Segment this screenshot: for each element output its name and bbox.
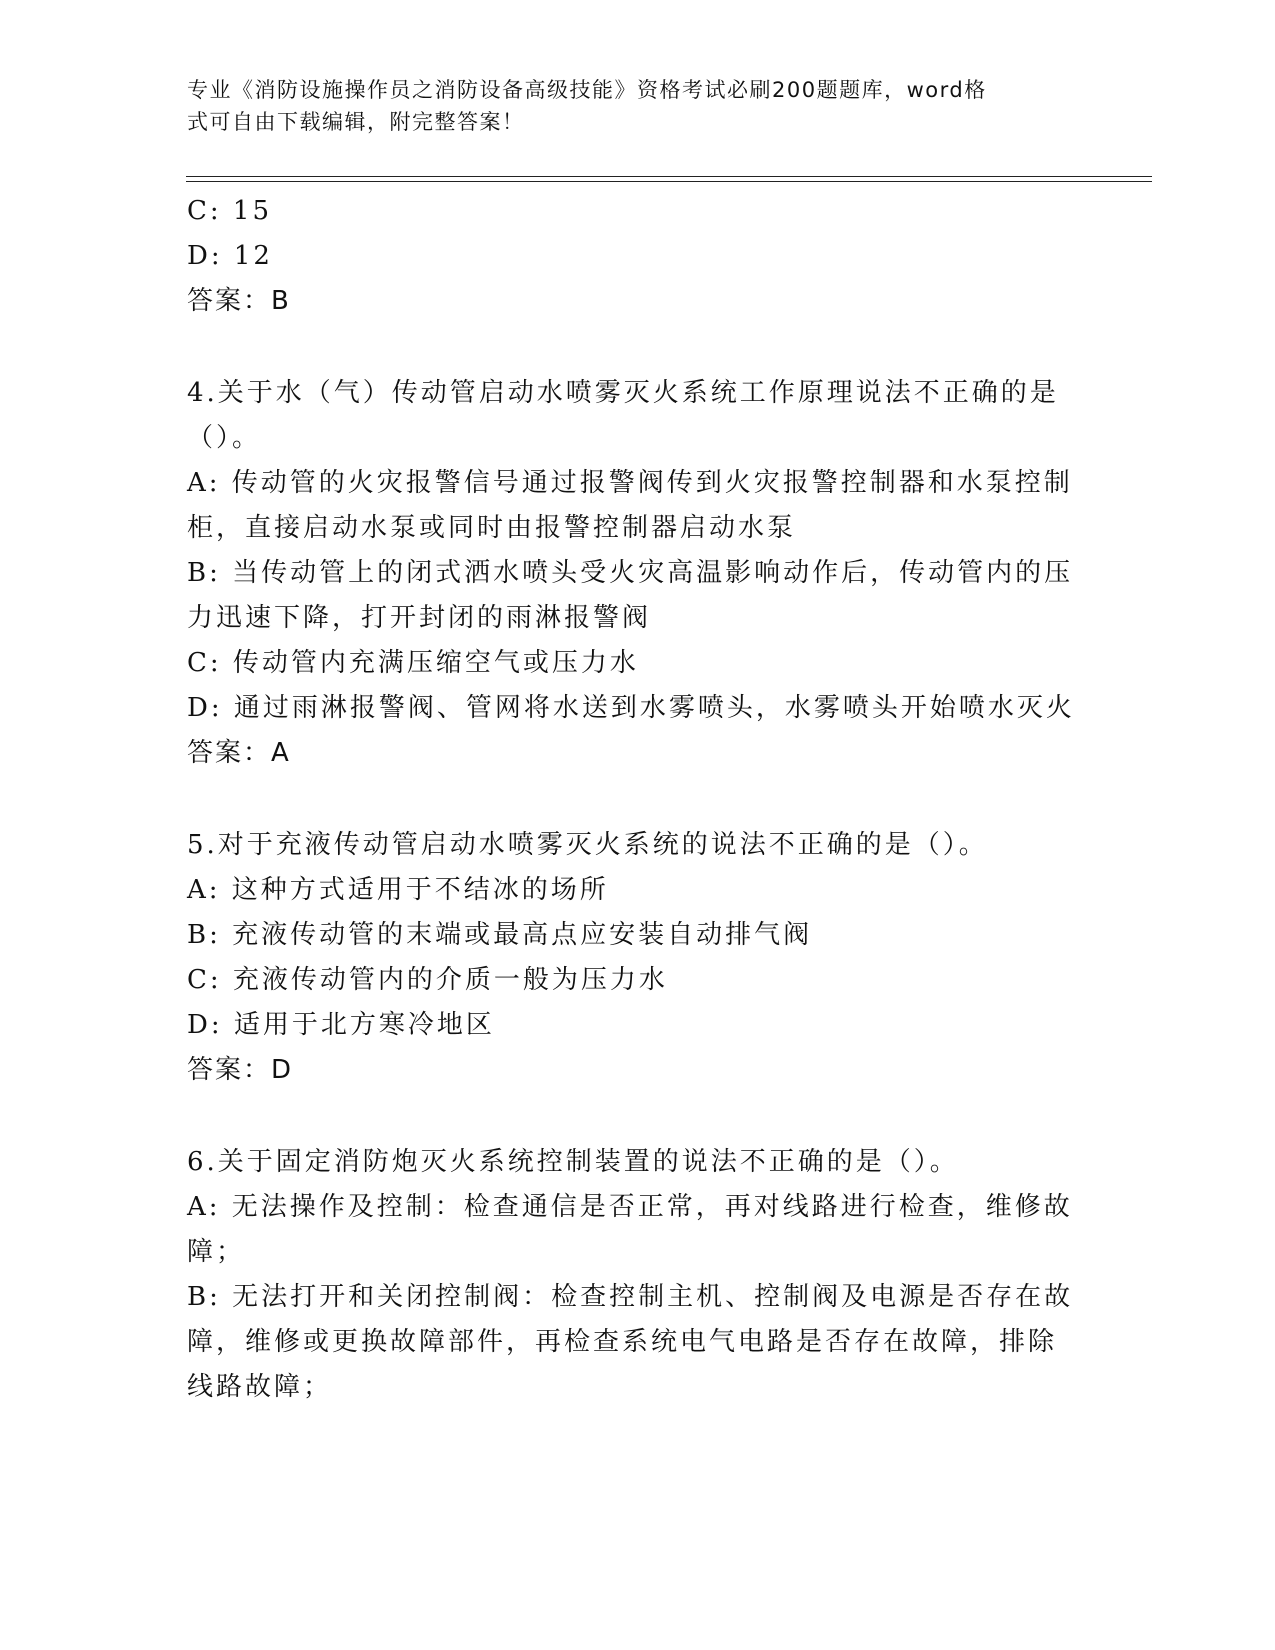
question-5 (187, 823, 1087, 1093)
q6-option-b-line-1: B: 无法打开和关闭控制阀：检查控制主机、控制阀及电源是否存在故 (187, 1282, 1074, 1312)
q5-option-d: D: 适用于北方寒冷地区 (187, 1010, 495, 1040)
q4-option-b-line-2: 力迅速下降，打开封闭的雨淋报警阀 (187, 603, 652, 633)
q5-answer: 答案：D (187, 1055, 294, 1085)
question-3-tail (187, 189, 1087, 324)
q6-option-b-line-2: 障，维修或更换故障部件，再检查系统电气电路是否存在故障，排除 (187, 1327, 1058, 1357)
q4-stem-line-1: 4.关于水（气）传动管启动水喷雾灭火系统工作原理说法不正确的是 (187, 378, 1059, 408)
q4-answer: 答案：A (187, 738, 291, 768)
q6-stem: 6.关于固定消防炮灭火系统控制装置的说法不正确的是（）。 (187, 1147, 959, 1177)
spacer (187, 1093, 1087, 1140)
q5-option-c: C: 充液传动管内的介质一般为压力水 (187, 965, 668, 995)
q6-option-a-line-2: 障； (187, 1237, 246, 1267)
header-title-line-1: 专业《消防设施操作员之消防设备高级技能》资格考试必刷200题题库，word格 (187, 78, 987, 102)
question-6 (187, 1140, 1087, 1410)
q5-option-a: A: 这种方式适用于不结冰的场所 (187, 875, 609, 905)
header-divider-top (186, 176, 1152, 177)
q5-option-b: B: 充液传动管的末端或最高点应安装自动排气阀 (187, 920, 813, 950)
q5-stem: 5.对于充液传动管启动水喷雾灭火系统的说法不正确的是（）。 (187, 830, 988, 860)
q4-option-a-line-2: 柜，直接启动水泵或同时由报警控制器启动水泵 (187, 513, 797, 543)
q4-option-c: C: 传动管内充满压缩空气或压力水 (187, 648, 639, 678)
q3-option-d: D: 12 (187, 241, 273, 271)
q4-option-a-line-1: A: 传动管的火灾报警信号通过报警阀传到火灾报警控制器和水泵控制 (187, 468, 1073, 498)
q3-option-c: C: 15 (187, 196, 273, 226)
q4-stem-line-2: （）。 (187, 423, 262, 453)
header-title-line-2: 式可自由下载编辑，附完整答案！ (187, 110, 525, 134)
document-header (187, 74, 1067, 138)
q4-option-d: D: 通过雨淋报警阀、管网将水送到水雾喷头，水雾喷头开始喷水灭火 (187, 693, 1075, 723)
q6-option-b-line-3: 线路故障； (187, 1372, 333, 1402)
q3-answer: 答案：B (187, 286, 291, 316)
q4-option-b-line-1: B: 当传动管上的闭式洒水喷头受火灾高温影响动作后，传动管内的压 (187, 558, 1074, 588)
question-4 (187, 371, 1087, 776)
spacer (187, 324, 1087, 371)
q6-option-a-line-1: A: 无法操作及控制：检查通信是否正常，再对线路进行检查，维修故 (187, 1192, 1073, 1222)
header-divider-bottom (186, 181, 1152, 182)
spacer (187, 776, 1087, 823)
question-content (187, 189, 1087, 1410)
